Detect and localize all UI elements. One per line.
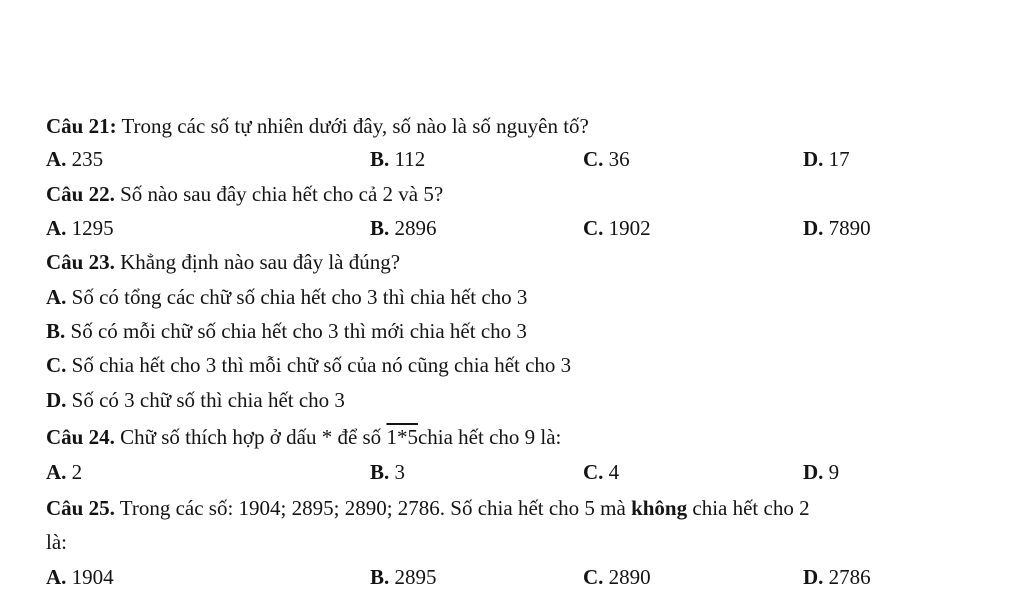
question-23-text: Khẳng định nào sau đây là đúng?: [114, 250, 401, 274]
question-22-text: Số nào sau đây chia hết cho cả 2 và 5?: [114, 182, 444, 206]
question-25-line2: là:: [46, 530, 67, 554]
q21-option-c[interactable]: C. 36: [583, 147, 630, 171]
q21-option-a[interactable]: A. 235: [46, 147, 104, 171]
q22-option-b[interactable]: B. 2896: [370, 216, 437, 240]
question-22: [46, 181, 443, 207]
q24-option-a[interactable]: A. 2: [46, 460, 83, 484]
q23-option-b[interactable]: B. Số có mỗi chữ số chia hết cho 3 thì mới chia hết cho 3: [46, 319, 527, 343]
question-21-text: Trong các số tự nhiên dưới đây, số nào là số nguyên tố?: [116, 114, 589, 138]
q25-option-b[interactable]: B. 2895: [370, 565, 437, 589]
q24-option-d[interactable]: D. 9: [803, 460, 840, 484]
q23-option-a[interactable]: A. Số có tổng các chữ số chia hết cho 3 thì chia hết cho 3: [46, 285, 528, 309]
q25-option-d[interactable]: D. 2786: [803, 565, 871, 589]
q25-option-a[interactable]: A. 1904: [46, 565, 114, 589]
question-25-text-before: Trong các số: 1904; 2895; 2890; 2786. Số chia hết cho 5 mà: [114, 496, 632, 520]
q21-option-d[interactable]: D. 17: [803, 147, 850, 171]
question-25-bold-word: không: [631, 496, 688, 520]
question-25: [46, 495, 810, 521]
question-21: [46, 113, 589, 139]
question-24-number: 1*5: [386, 425, 418, 449]
q24-option-b[interactable]: B. 3: [370, 460, 406, 484]
question-24-text-before: Chữ số thích hợp ở dấu * để số: [114, 425, 387, 449]
q25-option-c[interactable]: C. 2890: [583, 565, 651, 589]
q23-option-d[interactable]: D. Số có 3 chữ số thì chia hết cho 3: [46, 388, 345, 412]
q22-option-a[interactable]: A. 1295: [46, 216, 114, 240]
q22-option-d[interactable]: D. 7890: [803, 216, 871, 240]
question-25-text-after: chia hết cho 2: [687, 496, 810, 520]
question-23-label: Câu 23.: [46, 250, 115, 274]
question-24: [46, 424, 561, 450]
question-24-label: Câu 24.: [46, 425, 115, 449]
question-25-label: Câu 25.: [46, 496, 115, 520]
q24-option-c[interactable]: C. 4: [583, 460, 620, 484]
q23-option-c[interactable]: C. Số chia hết cho 3 thì mỗi chữ số của nó cũng chia hết cho 3: [46, 353, 572, 377]
question-23: [46, 249, 400, 275]
q22-option-c[interactable]: C. 1902: [583, 216, 651, 240]
q21-option-b[interactable]: B. 112: [370, 147, 426, 171]
question-21-label: Câu 21:: [46, 114, 117, 138]
question-22-label: Câu 22.: [46, 182, 115, 206]
question-24-text-after: chia hết cho 9 là:: [417, 425, 562, 449]
